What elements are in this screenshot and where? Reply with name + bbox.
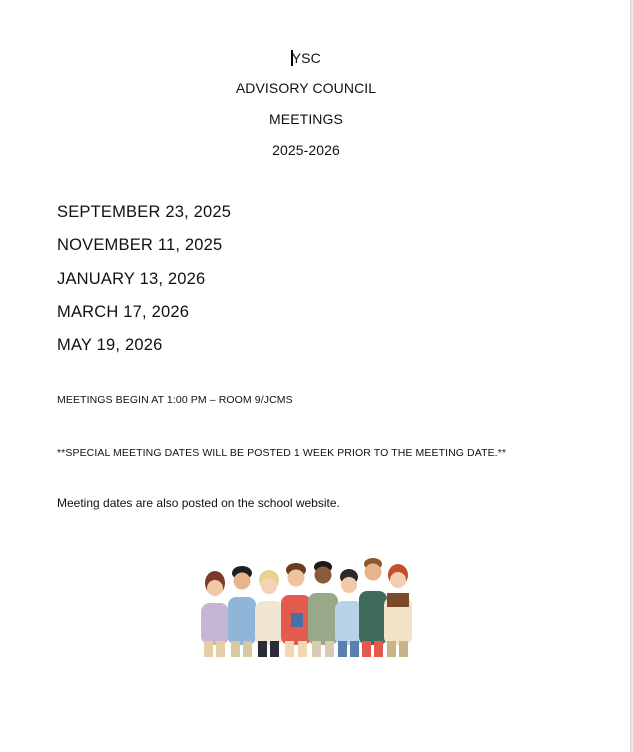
- student-figure: [281, 563, 311, 657]
- meeting-time-note: MEETINGS BEGIN AT 1:00 PM – ROOM 9/JCMS: [57, 394, 293, 406]
- students-group-illustration: [195, 555, 417, 659]
- student-figure: [228, 566, 256, 657]
- meeting-date-4: MARCH 17, 2026: [57, 303, 190, 321]
- meeting-date-3: JANUARY 13, 2026: [57, 270, 206, 288]
- student-figure: [308, 561, 338, 657]
- header-title: ADVISORY COUNCIL: [235, 80, 377, 96]
- student-figure: [201, 571, 229, 657]
- student-figure: [255, 570, 283, 657]
- meeting-date-1: SEPTEMBER 23, 2025: [57, 203, 232, 221]
- student-figure: [335, 569, 363, 657]
- meeting-date-2: NOVEMBER 11, 2025: [57, 236, 223, 254]
- special-meeting-note: **SPECIAL MEETING DATES WILL BE POSTED 1 WEEK PRIOR TO THE MEETING DATE.**: [57, 447, 507, 459]
- header-org: [0, 49, 612, 67]
- meeting-date-5: MAY 19, 2026: [57, 336, 163, 354]
- header-subtitle: MEETINGS: [269, 111, 343, 127]
- header-org-text: YSC: [291, 50, 321, 66]
- student-figure: [384, 564, 412, 657]
- header-year: 2025-2026: [272, 142, 340, 158]
- website-note: Meeting dates are also posted on the school website.: [57, 496, 340, 510]
- student-figure: [359, 558, 387, 657]
